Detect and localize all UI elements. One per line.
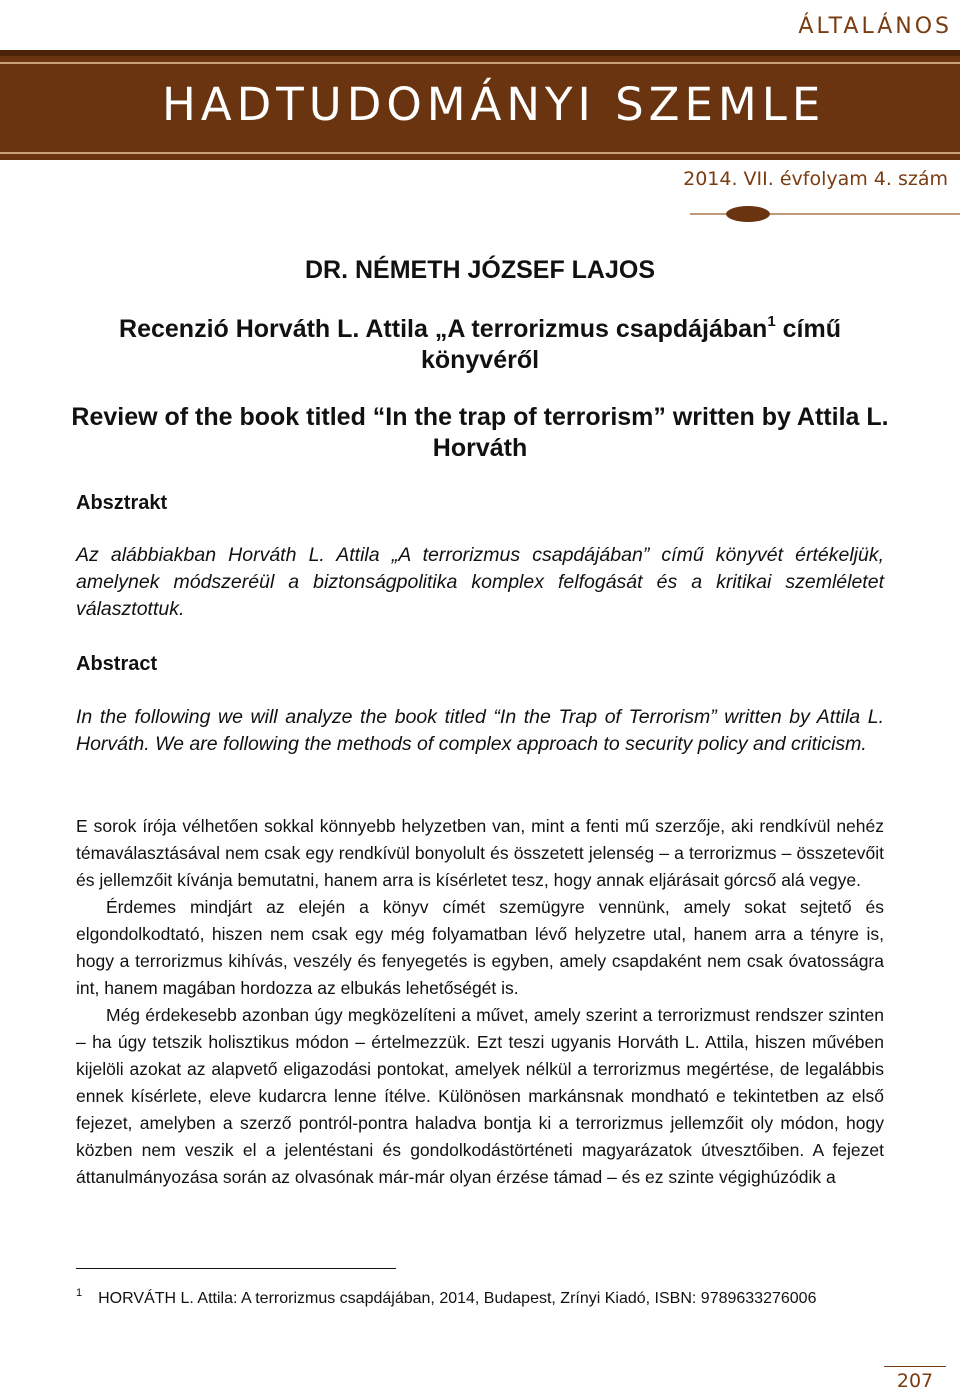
paragraph: Érdemes mindjárt az elején a könyv címét szemügyre vennünk, amely sokat sejtető és elgondolkodtató, hiszen nem csak egy még folyamatban lévő helyzetre utal, hanem arra a tényre is, hogy a terrorizmus kihívás, veszély és fenyegetés is egyben, amely csapdaként nem csak óvatosságra int, hanem magában hordozza az elbukás lehetőségét is. bbox=[76, 897, 884, 998]
article-body bbox=[76, 813, 884, 1191]
paragraph: Még érdekesebb azonban úgy megközelíteni a művet, amely szerint a terrorizmust rendszer szinten – ha úgy tetszik holisztikus módon – értelmezzük. Ezt teszi ugyanis Horváth L. Attila, hiszen művében kijelöli azokat az alapvető eligazodási pontokat, amelyek nélkül a terrorizmus megértése, de legalábbis ennek kísérlete, eleve kudarcra lenne ítélve. Különösen markánsnak mondható e tekintetben az első fejezet, amelyben a szerző pontról-pontra haladva bontja ki a terrorizmus jellemzőit oly módon, hogy közben nem veszik el a jelentéstani és gondolkodástörténeti magyarázatok útvesztőiben. A fejezet áttanulmányozása során az olvasónak már-már olyan érzése támad – és ez szinte végighúzódik a bbox=[76, 1005, 884, 1187]
footnote bbox=[76, 1283, 884, 1309]
journal-banner bbox=[0, 50, 960, 160]
abstract-en-heading: Abstract bbox=[76, 653, 158, 675]
top-bar bbox=[0, 0, 960, 50]
article-title-english: Review of the book titled “In the trap of terrorism” written by Attila L. Horváth bbox=[71, 403, 889, 462]
page-number-rule bbox=[884, 1366, 946, 1367]
issue-info: 2014. VII. évfolyam 4. szám bbox=[683, 168, 948, 190]
abstract-hu-heading: Absztrakt bbox=[76, 492, 168, 514]
article-title-hungarian bbox=[60, 314, 900, 376]
footnote-reference[interactable]: 1 bbox=[767, 313, 776, 330]
journal-title: HADTUDOMÁNYI SZEMLE bbox=[162, 78, 826, 131]
footnote-text: HORVÁTH L. Attila: A terrorizmus csapdájában, 2014, Budapest, Zrínyi Kiadó, ISBN: 9789633276006 bbox=[98, 1290, 817, 1307]
ornament-divider-icon bbox=[690, 200, 960, 228]
title-hu-main: Recenzió Horváth L. Attila „A terrorizmus csapdájában bbox=[119, 315, 768, 343]
author-name: DR. NÉMETH JÓZSEF LAJOS bbox=[304, 256, 656, 284]
paragraph: E sorok írója vélhetően sokkal könnyebb helyzetben van, mint a fenti mű szerzője, aki rendkívül nehéz témaválasztásával nem csak egy rendkívül bonyolult és összetett jelenség – a terrorizmus – összetevőit és jellemzőit kívánja bemutatni, hanem arra is kísérletet tesz, hogy annak eljárásait górcső alá vegye. bbox=[76, 816, 884, 890]
footnote-separator bbox=[76, 1268, 396, 1269]
footnote-number: 1 bbox=[76, 1287, 83, 1299]
section-label: ÁLTALÁNOS bbox=[798, 14, 952, 39]
page-number: 207 bbox=[896, 1370, 934, 1392]
abstract-hu-text: Az alábbiakban Horváth L. Attila „A terrorizmus csapdájában” című könyvét értékeljük, amelynek módszeréül a biztonságpolitika komplex felfogását és a kritikai szemléletet választottuk. bbox=[76, 544, 884, 620]
title-hu-end: című könyvéről bbox=[420, 315, 841, 374]
abstract-en-text: In the following we will analyze the book titled “In the Trap of Terrorism” written by Attila L. Horváth. We are following the methods of complex approach to security policy and criticism. bbox=[76, 706, 884, 755]
